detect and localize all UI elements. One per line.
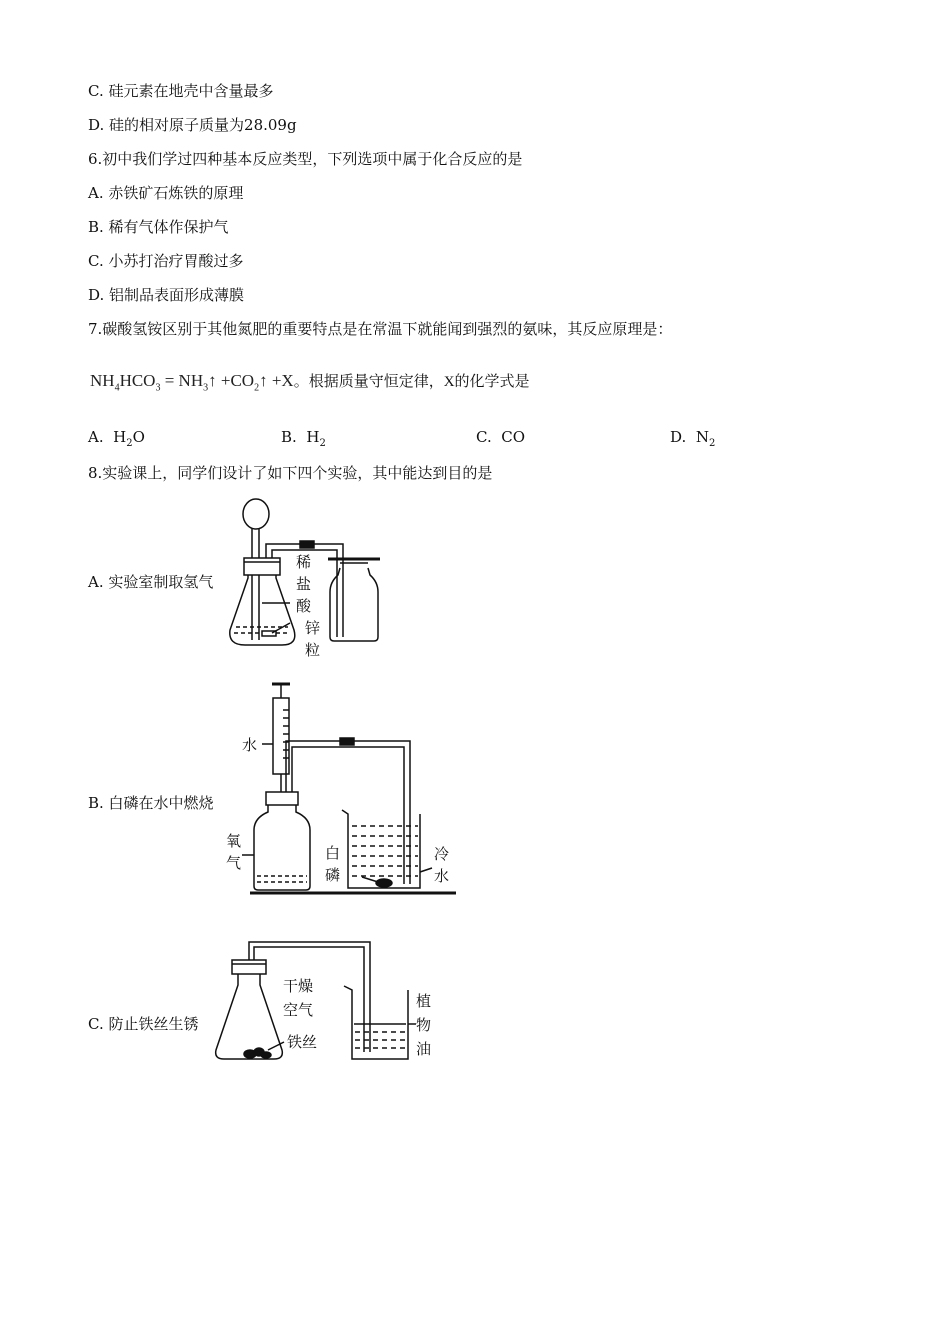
eq-p2-sub: 2	[254, 382, 260, 394]
q6-option-b: B. 稀有气体作保护气	[88, 218, 229, 236]
label-water: 水	[242, 736, 258, 754]
label-xi: 稀	[296, 553, 312, 571]
q7-c-label: C.	[476, 428, 492, 446]
q7-d-label: D.	[670, 428, 687, 446]
option-d-text: D. 硅的相对原子质量为28.09g	[88, 116, 297, 134]
label-oxygen-1: 氧	[226, 832, 242, 850]
q6-option-a: A. 赤铁矿石炼铁的原理	[88, 184, 244, 202]
q7-a-pre: H	[113, 428, 127, 446]
option-c-text: C. 硅元素在地壳中含量最多	[88, 82, 274, 100]
eq-r2: HCO	[119, 371, 156, 390]
q6-option-c: C. 小苏打治疗胃酸过多	[88, 252, 244, 270]
q8-option-c: C. 防止铁丝生锈	[88, 1015, 199, 1033]
label-xin: 锌	[305, 619, 321, 637]
eq-p1-sub: 3	[203, 382, 209, 394]
label-li: 粒	[305, 641, 321, 659]
label-leng: 冷	[434, 845, 450, 863]
eq-r1: NH	[90, 371, 115, 390]
label-zhi: 植	[416, 992, 432, 1010]
q7-d-sub: 2	[708, 438, 716, 449]
eq-equals: = NH	[160, 371, 204, 390]
eq-plus-2: +X	[267, 371, 294, 390]
label-lin: 磷	[325, 866, 341, 884]
q7-a-post: O	[132, 428, 145, 446]
label-iron-wire: 铁丝	[287, 1033, 318, 1051]
label-bai: 白	[325, 844, 341, 862]
q7-d-pre: N	[695, 428, 709, 446]
question-8: 8.实验课上，同学们设计了如下四个实验，其中能达到目的是	[88, 464, 493, 482]
q7-b-sub: 2	[319, 438, 326, 449]
eq-up-arrow-1: ↑	[208, 371, 217, 390]
eq-plus-1: +CO	[216, 371, 255, 390]
label-suan: 酸	[296, 597, 312, 615]
q6-option-d: D. 铝制品表面形成薄膜	[88, 286, 245, 304]
q7-a-sub: 2	[126, 438, 133, 449]
q7-c-text: CO	[501, 428, 526, 446]
label-wu: 物	[416, 1016, 432, 1034]
eq-r2-sub: 3	[155, 382, 161, 394]
q7-tail: 。根据质量守恒定律，X的化学式是	[293, 374, 530, 390]
q7-a-label: A.	[88, 428, 104, 446]
q8-option-b: B. 白磷在水中燃烧	[88, 794, 214, 812]
question-6: 6.初中我们学过四种基本反应类型，下列选项中属于化合反应的是	[88, 150, 523, 168]
label-oxygen-2: 气	[226, 854, 242, 872]
eq-r1-sub: 4	[114, 382, 120, 394]
question-7: 7.碳酸氢铵区别于其他氮肥的重要特点是在常温下就能闻到强烈的氨味，其反应原理是：	[88, 320, 673, 338]
q7-b-label: B.	[281, 428, 297, 446]
q7-b-pre: H	[306, 428, 320, 446]
label-you: 油	[416, 1040, 432, 1058]
label-dry: 干燥	[283, 977, 314, 995]
eq-up-arrow-2: ↑	[259, 371, 268, 390]
label-air: 空气	[283, 1001, 314, 1019]
q8-option-a: A. 实验室制取氢气	[88, 573, 214, 591]
label-shui: 水	[434, 867, 450, 885]
label-yan: 盐	[296, 575, 312, 593]
